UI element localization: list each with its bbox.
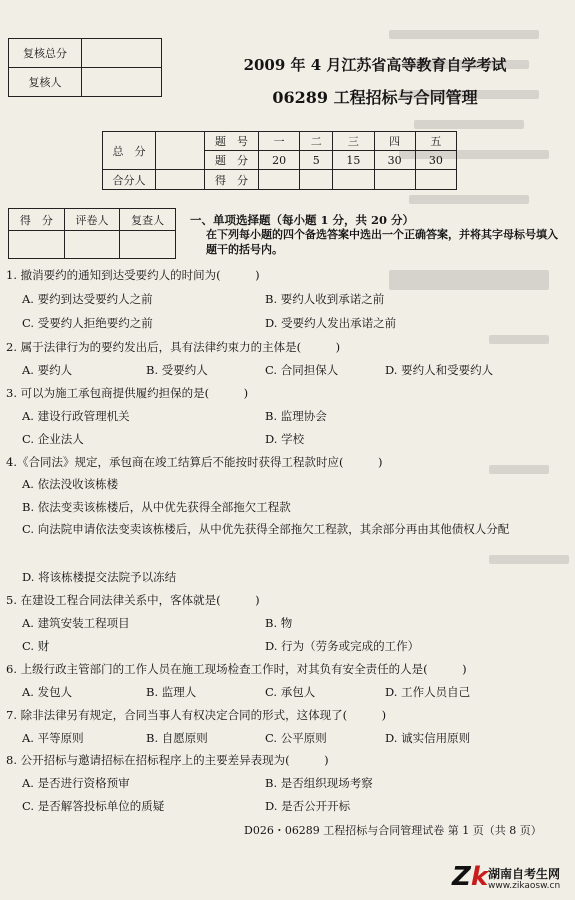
page-footer: D026・06289 工程招标与合同管理试卷 第 1 页（共 8 页） (244, 824, 542, 837)
q4-option-c: C. 向法院申请依法变卖该栋楼后，从中优先获得全部拖欠工程款，其余部分再由其他债权人分配 (22, 522, 510, 536)
q1-option-c: C. 受要约人拒绝要约之前 (22, 316, 153, 330)
question-2: 2. 属于法律行为的要约发出后，具有法律约束力的主体是( ) (6, 340, 341, 354)
grader-cell (64, 231, 120, 259)
q2-option-b: B. 受要约人 (146, 363, 208, 377)
score-label: 得 分 (205, 170, 259, 190)
q3-option-b: B. 监理协会 (265, 409, 327, 423)
total-score-cell (156, 132, 205, 170)
score-1 (259, 170, 300, 190)
zk-logo-icon: Zk (452, 862, 489, 892)
question-7: 7. 除非法律另有规定，合同当事人有权决定合同的形式，这体现了( ) (6, 708, 387, 722)
q5-option-c: C. 财 (22, 639, 50, 653)
q3-option-a: A. 建设行政管理机关 (22, 409, 130, 423)
q5-option-a: A. 建筑安装工程项目 (22, 616, 130, 630)
q8-option-d: D. 是否公开开标 (265, 799, 351, 813)
watermark-logo (452, 862, 574, 896)
score-3 (333, 170, 374, 190)
exam-title: 2009 年 4 月江苏省高等教育自学考试 (243, 56, 507, 74)
total-score-label: 总 分 (103, 132, 156, 170)
review-box (8, 38, 162, 97)
q5-option-d: D. 行为（劳务或完成的工作） (265, 639, 420, 653)
q7-option-b: B. 自愿原则 (146, 731, 208, 745)
q7-option-c: C. 公平原则 (265, 731, 327, 745)
grader-score-cell (9, 231, 65, 259)
q6-option-c: C. 承包人 (265, 685, 316, 699)
points-4: 30 (374, 151, 415, 170)
q1-option-d: D. 受要约人发出承诺之前 (265, 316, 397, 330)
col-header-1: 一 (259, 132, 300, 151)
q8-option-c: C. 是否解答投标单位的质疑 (22, 799, 165, 813)
q5-option-b: B. 物 (265, 616, 293, 630)
q6-option-b: B. 监理人 (146, 685, 197, 699)
item-no-label: 题 号 (205, 132, 259, 151)
q2-option-d: D. 要约人和受要约人 (385, 363, 494, 377)
section-heading: 一、单项选择题（每小题 1 分，共 20 分） (190, 213, 415, 227)
grader-reviewer-cell (120, 231, 176, 259)
q6-option-d: D. 工作人员自己 (385, 685, 471, 699)
grader-score-label: 得 分 (9, 209, 65, 231)
grader-label: 评卷人 (64, 209, 120, 231)
q7-option-d: D. 诚实信用原则 (385, 731, 471, 745)
grader-reviewer-label: 复查人 (120, 209, 176, 231)
question-5: 5. 在建设工程合同法律关系中，客体就是( ) (6, 593, 260, 607)
review-total-cell (82, 39, 162, 68)
q6-option-a: A. 发包人 (22, 685, 73, 699)
watermark-url: www.zikaosw.cn (488, 881, 561, 891)
question-3: 3. 可以为施工承包商提供履约担保的是( ) (6, 386, 249, 400)
q4-option-d: D. 将该栋楼提交法院予以冻结 (22, 570, 177, 584)
question-8: 8. 公开招标与邀请招标在招标程序上的主要差异表现为( ) (6, 753, 329, 767)
points-5: 30 (415, 151, 456, 170)
review-total-label: 复核总分 (9, 39, 82, 68)
q2-option-a: A. 要约人 (22, 363, 73, 377)
col-header-3: 三 (333, 132, 374, 151)
exam-subtitle: 06289 工程招标与合同管理 (272, 88, 478, 107)
q4-option-b: B. 依法变卖该栋楼后，从中优先获得全部拖欠工程款 (22, 500, 291, 514)
watermark-name: 湖南自考生网 (488, 867, 561, 881)
q2-option-c: C. 合同担保人 (265, 363, 339, 377)
question-6: 6. 上级行政主管部门的工作人员在施工现场检查工作时，对其负有安全责任的人是( ) (6, 662, 467, 676)
points-1: 20 (259, 151, 300, 170)
q7-option-a: A. 平等原则 (22, 731, 84, 745)
reviewer-cell (82, 68, 162, 97)
q8-option-a: A. 是否进行资格预审 (22, 776, 130, 790)
points-3: 15 (333, 151, 374, 170)
col-header-5: 五 (415, 132, 456, 151)
score-5 (415, 170, 456, 190)
score-table (102, 131, 457, 190)
q1-option-a: A. 要约到达受要约人之前 (22, 292, 153, 306)
question-1: 1. 撤消要约的通知到达受要约人的时间为( ) (6, 268, 260, 282)
col-header-2: 二 (300, 132, 333, 151)
q3-option-c: C. 企业法人 (22, 432, 84, 446)
scorer-cell (156, 170, 205, 190)
points-label: 题 分 (205, 151, 259, 170)
q3-option-d: D. 学校 (265, 432, 305, 446)
scorer-label: 合分人 (103, 170, 156, 190)
q8-option-b: B. 是否组织现场考察 (265, 776, 373, 790)
q4-option-a: A. 依法没收该栋楼 (22, 477, 119, 491)
col-header-4: 四 (374, 132, 415, 151)
points-2: 5 (300, 151, 333, 170)
section-instructions: 在下列每小题的四个备选答案中选出一个正确答案，并将其字母标号填入题干的括号内。 (206, 228, 558, 256)
grader-table (8, 208, 176, 259)
q1-option-b: B. 要约人收到承诺之前 (265, 292, 385, 306)
reviewer-label: 复核人 (9, 68, 82, 97)
question-4: 4.《合同法》规定，承包商在竣工结算后不能按时获得工程款时应( ) (6, 455, 383, 469)
score-2 (300, 170, 333, 190)
score-4 (374, 170, 415, 190)
